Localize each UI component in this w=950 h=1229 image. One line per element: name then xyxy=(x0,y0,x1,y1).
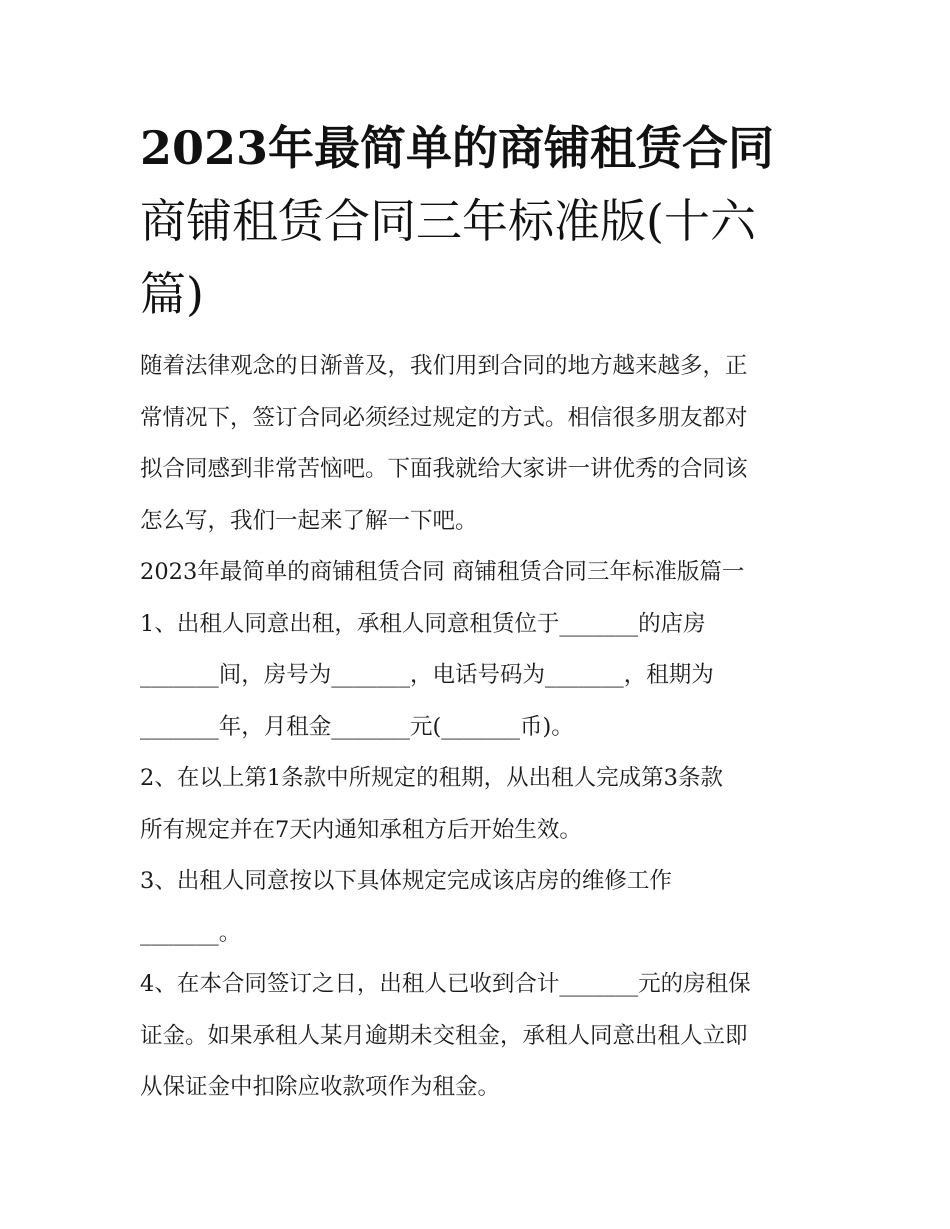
text-line: _______。 xyxy=(140,919,242,946)
text-line: 拟合同感到非常苦恼吧。下面我就给大家讲一讲优秀的合同该 xyxy=(140,456,748,482)
text-line: 3、出租人同意按以下具体规定完成该店房的维修工作 xyxy=(140,868,672,894)
section-heading xyxy=(140,547,820,599)
text-line: 1、出租人同意出租，承租人同意租赁位于_______的店房 xyxy=(140,610,706,637)
text-line: _______年，月租金_______元(_______币)。 xyxy=(140,713,574,740)
clause-3 xyxy=(140,856,820,959)
title-line-1: 2023年最简单的商铺租赁合同 xyxy=(140,121,775,175)
title-line-2: 商铺租赁合同三年标准版(十六 xyxy=(140,194,756,248)
clause-1 xyxy=(140,599,820,754)
text-line: 2023年最简单的商铺租赁合同 商铺租赁合同三年标准版篇一 xyxy=(140,559,745,585)
document-page xyxy=(140,112,820,1114)
document-title xyxy=(140,112,820,331)
clause-4 xyxy=(140,959,820,1114)
text-line: 2、在以上第1条款中所规定的租期，从出租人完成第3条款 xyxy=(140,765,723,791)
clause-2 xyxy=(140,753,820,856)
text-line: 4、在本合同签订之日，出租人已收到合计_______元的房租保 xyxy=(140,971,751,997)
text-line: 怎么写，我们一起来了解一下吧。 xyxy=(140,507,478,534)
title-line-3: 篇) xyxy=(140,267,204,321)
text-line: 所有规定并在7天内通知承租方后开始生效。 xyxy=(140,816,582,843)
text-line: 从保证金中扣除应收款项作为租金。 xyxy=(140,1074,501,1100)
document-body xyxy=(140,341,820,1114)
text-line: _______间，房号为_______，电话号码为_______，租期为 xyxy=(140,662,714,688)
text-line: 随着法律观念的日渐普及，我们用到合同的地方越来越多，正 xyxy=(140,353,748,379)
text-line: 常情况下，签订合同必须经过规定的方式。相信很多朋友都对 xyxy=(140,404,748,431)
text-line: 证金。如果承租人某月逾期未交租金，承租人同意出租人立即 xyxy=(140,1022,748,1049)
intro-paragraph xyxy=(140,341,820,547)
